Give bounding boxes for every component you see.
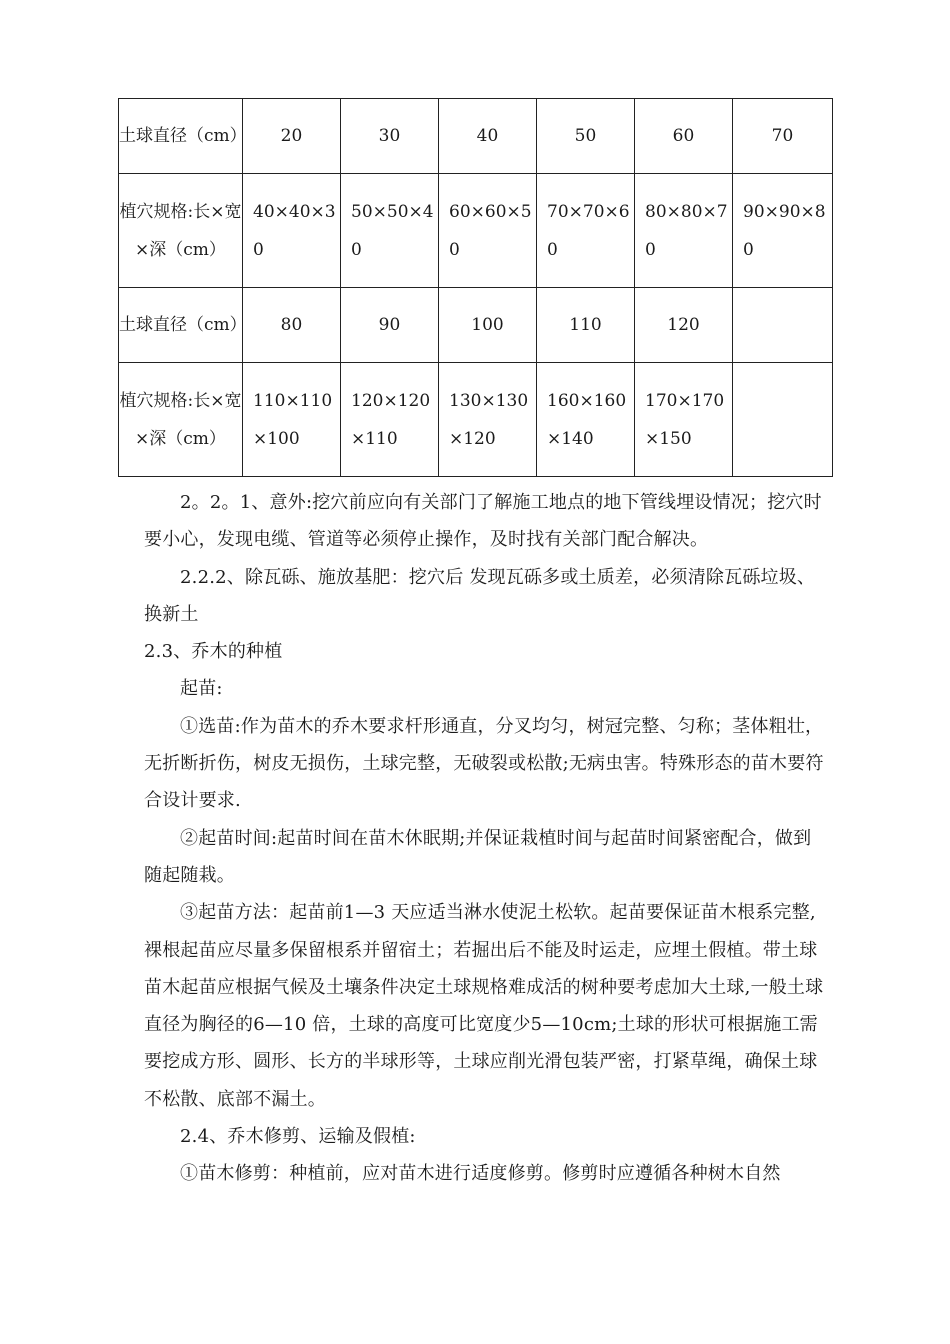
- section-heading-2-4: 2.4、乔木修剪、运输及假植:: [180, 1126, 416, 1148]
- planting-pit-spec-table: [118, 98, 833, 477]
- table-cell: 110: [537, 288, 635, 363]
- row-label: 土球直径（cm）: [119, 288, 243, 363]
- table-cell: 40×40×30: [243, 174, 341, 288]
- subheading-qimiao: 起苗:: [180, 678, 223, 700]
- paragraph-pruning: ①苗木修剪：种植前，应对苗木进行适度修剪。修剪时应遵循各种树木自然: [180, 1163, 781, 1185]
- table-cell: 80: [243, 288, 341, 363]
- table-cell: 30: [341, 99, 439, 174]
- table-cell: [733, 363, 833, 477]
- table-cell: 120: [635, 288, 733, 363]
- table-cell: 80×80×70: [635, 174, 733, 288]
- table-cell: 70: [733, 99, 833, 174]
- table-row: [119, 99, 833, 174]
- paragraph-2-2-1: 2。2。1、意外:挖穴前应向有关部门了解施工地点的地下管线埋设情况；挖穴时要小心，发现电缆、管道等必须停止操作，及时找有关部门配合解决。: [144, 492, 822, 551]
- row-label: 土球直径（cm）: [119, 99, 243, 174]
- paragraph-select-seedling: ①选苗:作为苗木的乔木要求杆形通直，分叉均匀，树冠完整、匀称；茎体粗壮，无折断折伤，树皮无损伤，土球完整，无破裂或松散;无病虫害。特殊形态的苗木要符合设计要求.: [144, 715, 824, 812]
- table-cell: 120×120×110: [341, 363, 439, 477]
- table-cell: 100: [439, 288, 537, 363]
- section-heading-2-3: 2.3、乔木的种植: [144, 641, 283, 663]
- table-cell: 40: [439, 99, 537, 174]
- table-cell: 160×160×140: [537, 363, 635, 477]
- table-cell: 50×50×40: [341, 174, 439, 288]
- table-row: [119, 363, 833, 477]
- table-row: [119, 288, 833, 363]
- table-cell: 60: [635, 99, 733, 174]
- paragraph-lifting-time: ②起苗时间:起苗时间在苗木休眠期;并保证栽植时间与起苗时间紧密配合，做到随起随栽。: [144, 827, 812, 886]
- table-row: [119, 174, 833, 288]
- table-cell: 60×60×50: [439, 174, 537, 288]
- row-label: 植穴规格:长×宽×深（cm）: [119, 363, 243, 477]
- table-cell: 110×110×100: [243, 363, 341, 477]
- paragraph-lifting-method: ③起苗方法：起苗前1—3 天应适当淋水使泥土松软。起苗要保证苗木根系完整,裸根起苗应尽量多保留根系并留宿土；若掘出后不能及时运走，应埋土假植。带土球苗木起苗应根据气候及土壤条件决定土球规格难成活的树种要考虑加大土球,一般土球直径为胸径的6—10 倍，土球的高度可比宽度少5—10cm;土球的形状可根据施工需要挖成方形、圆形、长方的半球形等，土球应削光滑包装严密，打紧草绳，确保土球不松散、底部不漏土。: [144, 902, 824, 1110]
- table-cell: 90: [341, 288, 439, 363]
- paragraph-2-2-2: 2.2.2、除瓦砾、施放基肥：挖穴后 发现瓦砾多或土质差，必须清除瓦砾垃圾、换新土: [144, 566, 816, 625]
- body-text: [144, 484, 824, 1193]
- table-cell: [733, 288, 833, 363]
- table-cell: 70×70×60: [537, 174, 635, 288]
- table-cell: 170×170×150: [635, 363, 733, 477]
- table-cell: 50: [537, 99, 635, 174]
- table-cell: 130×130×120: [439, 363, 537, 477]
- table-cell: 90×90×80: [733, 174, 833, 288]
- table-cell: 20: [243, 99, 341, 174]
- row-label: 植穴规格:长×宽×深（cm）: [119, 174, 243, 288]
